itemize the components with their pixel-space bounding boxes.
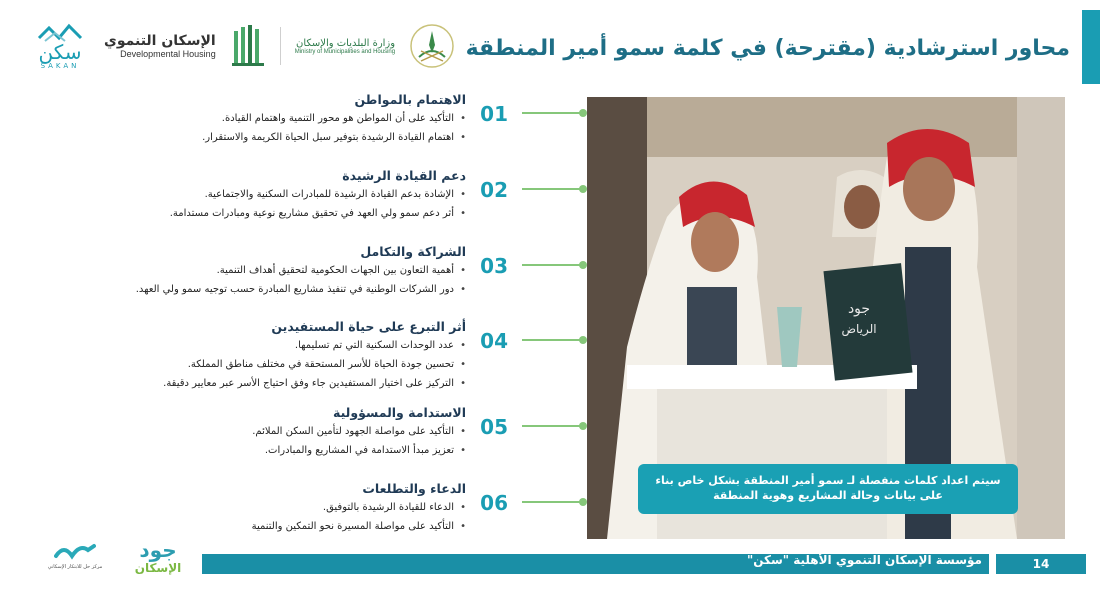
header-logos	[30, 18, 455, 74]
item-bullet: • التأكيد على مواصلة الجهود لتأمين السكن الملائم.	[26, 425, 466, 438]
innovation-center-icon	[54, 540, 96, 564]
item-bullet: • التأكيد على أن المواطن هو محور التنمية واهتمام القيادة.	[26, 112, 466, 125]
item-title: دعم القيادة الرشيدة	[342, 168, 466, 183]
developmental-housing-ar: الإسكان التنموي	[104, 33, 216, 49]
developmental-housing-en: Developmental Housing	[120, 49, 216, 59]
item-bullet: • تحسين جودة الحياة للأسر المستحقة في مختلف مناطق المملكة.	[26, 358, 466, 371]
connector-line	[522, 188, 584, 190]
item-bullet: • عدد الوحدات السكنية التي تم تسليمها.	[26, 339, 466, 352]
jood-word: جود	[139, 538, 177, 562]
ministry-name-ar: وزارة البلديات والإسكان	[295, 37, 396, 49]
item-bullet: • اهتمام القيادة الرشيدة بتوفير سبل الحياة الكريمة والاستقرار.	[26, 131, 466, 144]
connector-line	[522, 425, 584, 427]
sakan-roof-icon	[37, 22, 83, 42]
item-number: 01	[480, 102, 508, 126]
item-number: 06	[480, 491, 508, 515]
item-title: الدعاء والتطلعات	[362, 481, 466, 496]
item-number: 03	[480, 254, 508, 278]
connector-line	[522, 112, 584, 114]
item-number: 02	[480, 178, 508, 202]
item-title: الاهتمام بالمواطن	[354, 92, 466, 107]
item-bullet: • التأكيد على مواصلة المسيرة نحو التمكين والتنمية	[26, 520, 466, 533]
item-title: الاستدامة والمسؤولية	[333, 405, 466, 420]
top-accent-bar	[1082, 10, 1100, 84]
photo-caption: سيتم اعداد كلمات منفصلة لـ سمو أمير المنطقة بشكل خاص بناء على بيانات وحالة المشاريع وهوية المنطقة	[638, 464, 1018, 514]
item-bullet: • الإشادة بدعم القيادة الرشيدة للمبادرات السكنية والاجتماعية.	[26, 188, 466, 201]
logo-divider	[280, 27, 281, 65]
connector-line	[522, 264, 584, 266]
item-number: 05	[480, 415, 508, 439]
connector-line	[522, 501, 584, 503]
book-text-line1: جود	[847, 301, 871, 317]
item-bullet: • التركيز على اختيار المستفيدين جاء وفق احتياج الأسر عبر معايير دقيقة.	[26, 377, 466, 390]
page-title: محاور استرشادية (مقترحة) في كلمة سمو أمير المنطقة	[465, 36, 1070, 61]
eskan-word: الإسكان	[134, 561, 182, 575]
connector-line	[522, 339, 584, 341]
item-bullet: • أثر دعم سمو ولي العهد في تحقيق مشاريع نوعية ومبادرات مستدامة.	[26, 207, 466, 220]
jood-eskan-logo	[128, 540, 188, 584]
ministry-name-en: Ministry of Municipalities and Housing	[294, 48, 396, 55]
item-number: 04	[480, 329, 508, 353]
ministry-mark-icon	[230, 23, 266, 69]
ministry-logo	[295, 38, 395, 55]
saudi-emblem-icon	[409, 23, 455, 69]
item-title: الشراكة والتكامل	[360, 244, 466, 259]
sakan-word: سكن	[38, 40, 82, 64]
sakan-latin: SAKAN	[40, 62, 80, 70]
item-bullet: • دور الشركات الوطنية في تنفيذ مشاريع المبادرة حسب توجيه سمو ولي العهد.	[26, 283, 466, 296]
item-bullet: • الدعاء للقيادة الرشيدة بالتوفيق.	[26, 501, 466, 514]
sakan-logo	[30, 22, 90, 70]
developmental-housing-logo	[104, 33, 216, 59]
book-text-line2: الرياض	[841, 322, 877, 336]
innovation-center-caption: مركز حل للابتكار الإسكاني	[47, 564, 103, 570]
page-number: 14	[996, 554, 1086, 574]
item-bullet: • أهمية التعاون بين الجهات الحكومية لتحقيق أهداف التنمية.	[26, 264, 466, 277]
item-bullet: • تعزيز مبدأ الاستدامة في المشاريع والمبادرات.	[26, 444, 466, 457]
item-title: أثر التبرع على حياة المستفيدين	[271, 319, 466, 334]
innovation-center-logo	[40, 540, 110, 584]
footer-org-name: مؤسسة الإسكان التنموي الأهلية "سكن"	[746, 553, 982, 567]
